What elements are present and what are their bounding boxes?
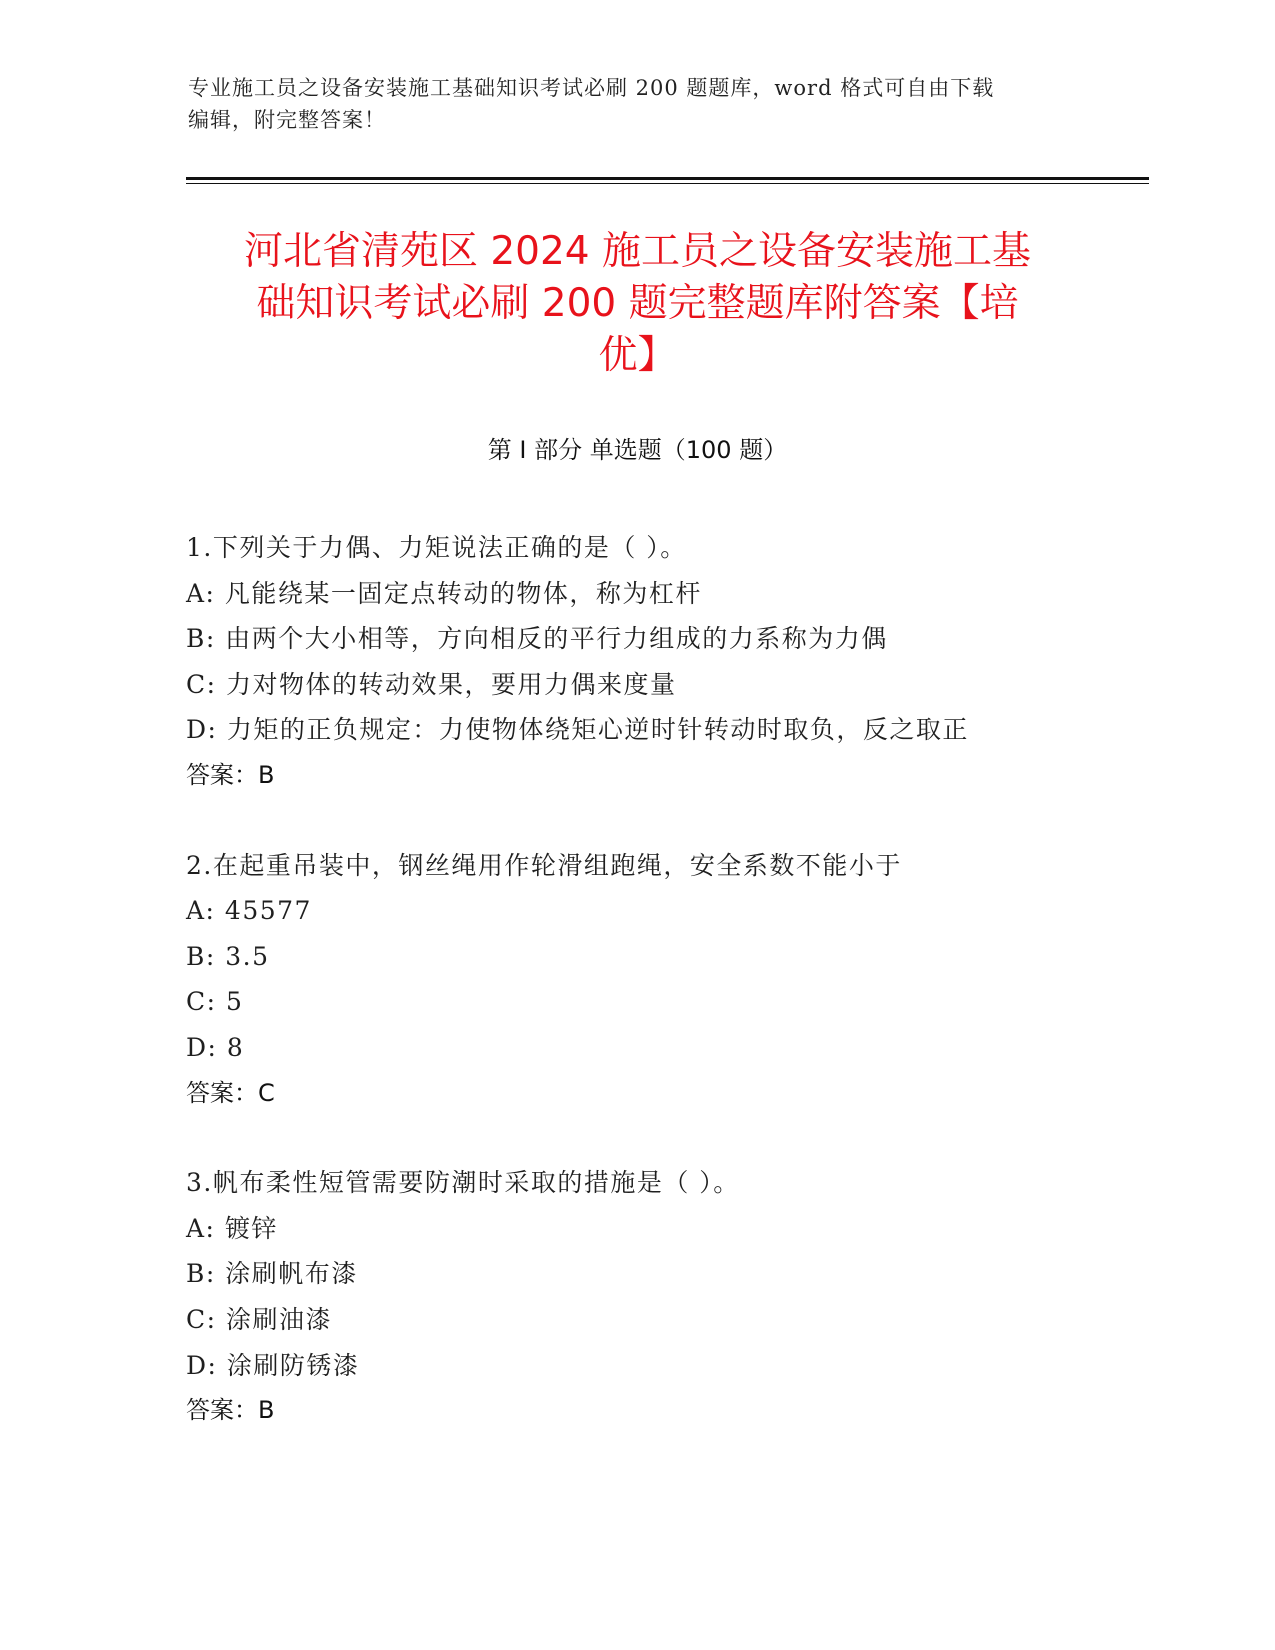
document-title xyxy=(160,226,1115,382)
section-title: 第 I 部分 单选题（100 题） xyxy=(487,436,788,464)
option-c: C: 力对物体的转动效果，要用力偶来度量 xyxy=(186,669,677,699)
option-b: B: 涂刷帆布漆 xyxy=(186,1259,358,1289)
question-stem: 3.帆布柔性短管需要防潮时采取的措施是（ ）。 xyxy=(186,1168,740,1198)
document-title-line-2: 础知识考试必刷 200 题完整题库附答案【培 xyxy=(256,281,1019,326)
option-a: A: 镀锌 xyxy=(186,1213,278,1243)
option-b: B: 3.5 xyxy=(186,941,270,971)
header-divider-thick xyxy=(186,177,1149,180)
header-note-line-2: 编辑，附完整答案！ xyxy=(188,108,386,132)
option-d: D: 涂刷防锈漆 xyxy=(186,1350,360,1380)
question-stem: 2.在起重吊装中，钢丝绳用作轮滑组跑绳，安全系数不能小于 xyxy=(186,850,902,880)
question-list xyxy=(186,525,1146,1478)
answer-key: 答案：B xyxy=(186,760,275,789)
question-item xyxy=(186,525,1146,799)
question-item xyxy=(186,843,1146,1117)
question-stem: 1.下列关于力偶、力矩说法正确的是（ ）。 xyxy=(186,533,687,562)
header-divider-thin xyxy=(186,183,1149,184)
answer-key: 答案：B xyxy=(186,1396,275,1425)
answer-key: 答案：C xyxy=(186,1078,275,1107)
header-note-line-1: 专业施工员之设备安装施工基础知识考试必刷 200 题题库，word 格式可自由下载 xyxy=(188,76,995,100)
header-note xyxy=(188,72,1088,136)
option-a: A: 45577 xyxy=(186,896,312,926)
option-b: B: 由两个大小相等，方向相反的平行力组成的力系称为力偶 xyxy=(186,624,888,654)
option-d: D: 8 xyxy=(186,1032,245,1062)
document-title-line-3: 优】 xyxy=(598,333,677,378)
document-title-line-1: 河北省清苑区 2024 施工员之设备安装施工基 xyxy=(243,229,1032,274)
question-item xyxy=(186,1160,1146,1434)
option-c: C: 涂刷油漆 xyxy=(186,1304,332,1334)
option-d: D: 力矩的正负规定：力使物体绕矩心逆时针转动时取负，反之取正 xyxy=(186,715,969,745)
option-c: C: 5 xyxy=(186,987,244,1017)
option-a: A: 凡能绕某一固定点转动的物体，称为杠杆 xyxy=(186,578,702,608)
